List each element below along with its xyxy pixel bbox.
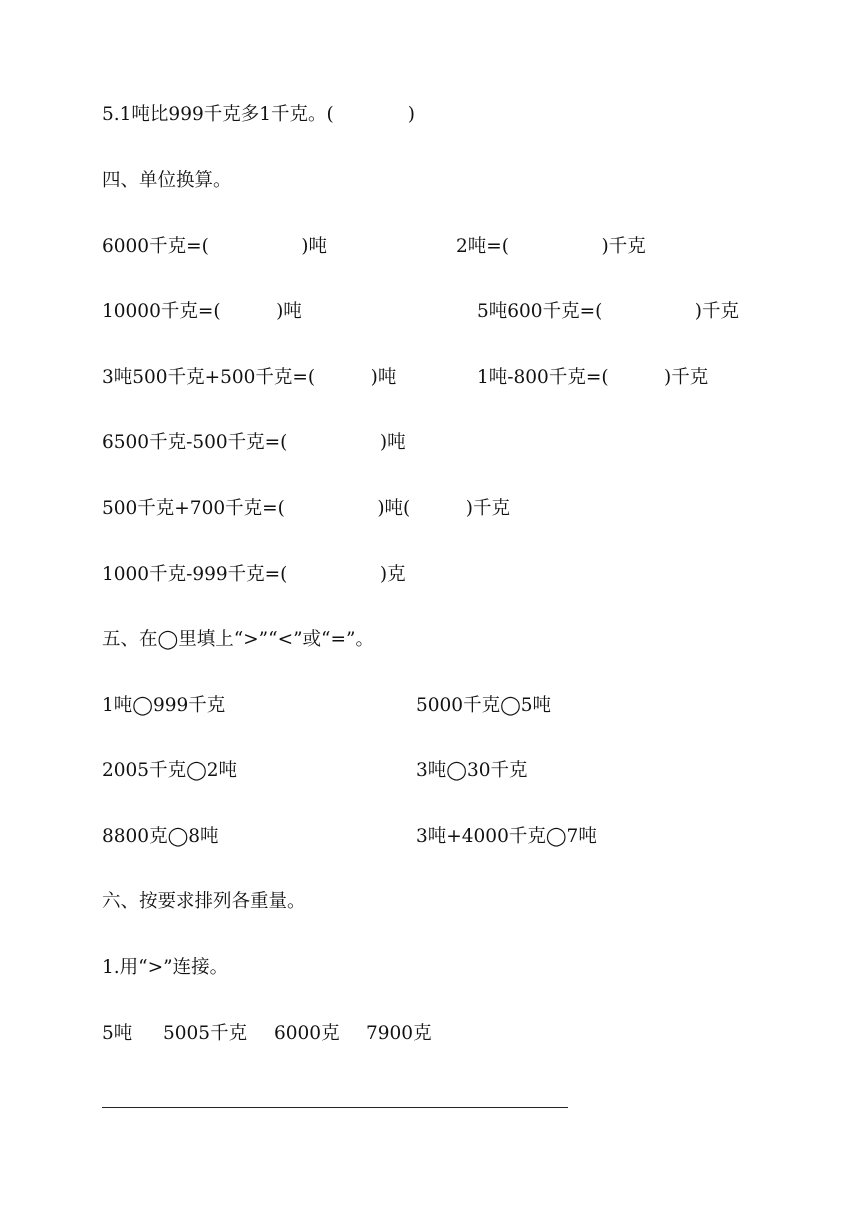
weight-1: 5吨 (102, 1023, 133, 1044)
answer-line (102, 1107, 568, 1108)
weight-4: 7900克 (366, 1023, 432, 1044)
conversion-item-8: 500千克+700千克=( )吨( )千克 (102, 498, 510, 519)
conversion-item-7: 6500千克-500千克=( )吨 (102, 432, 406, 453)
compare-item-3: 2005千克◯2吨 (102, 760, 238, 781)
section-6-sub-1: 1.用“>”连接。 (102, 957, 229, 978)
section-6-title: 六、按要求排列各重量。 (102, 891, 306, 912)
section-5-title: 五、在◯里填上“>”“<”或“=”。 (102, 629, 374, 650)
weight-2: 5005千克 (163, 1023, 248, 1044)
conversion-item-5: 3吨500千克+500千克=( )吨 (102, 367, 397, 388)
compare-item-5: 8800克◯8吨 (102, 826, 219, 847)
conversion-item-3: 10000千克=( )吨 (102, 301, 302, 322)
conversion-item-2: 2吨=( )千克 (456, 236, 646, 257)
conversion-item-6: 1吨-800千克=( )千克 (477, 367, 709, 388)
conversion-item-4: 5吨600千克=( )千克 (477, 301, 740, 322)
conversion-item-1: 6000千克=( )吨 (102, 236, 328, 257)
section-4-title: 四、单位换算。 (102, 170, 232, 191)
compare-item-2: 5000千克◯5吨 (416, 695, 552, 716)
weight-3: 6000克 (274, 1023, 340, 1044)
compare-item-1: 1吨◯999千克 (102, 695, 226, 716)
compare-item-4: 3吨◯30千克 (416, 760, 528, 781)
conversion-item-9: 1000千克-999千克=( )克 (102, 564, 406, 585)
question-5: 5.1吨比999千克多1千克。( ) (102, 104, 415, 125)
compare-item-6: 3吨+4000千克◯7吨 (416, 826, 597, 847)
